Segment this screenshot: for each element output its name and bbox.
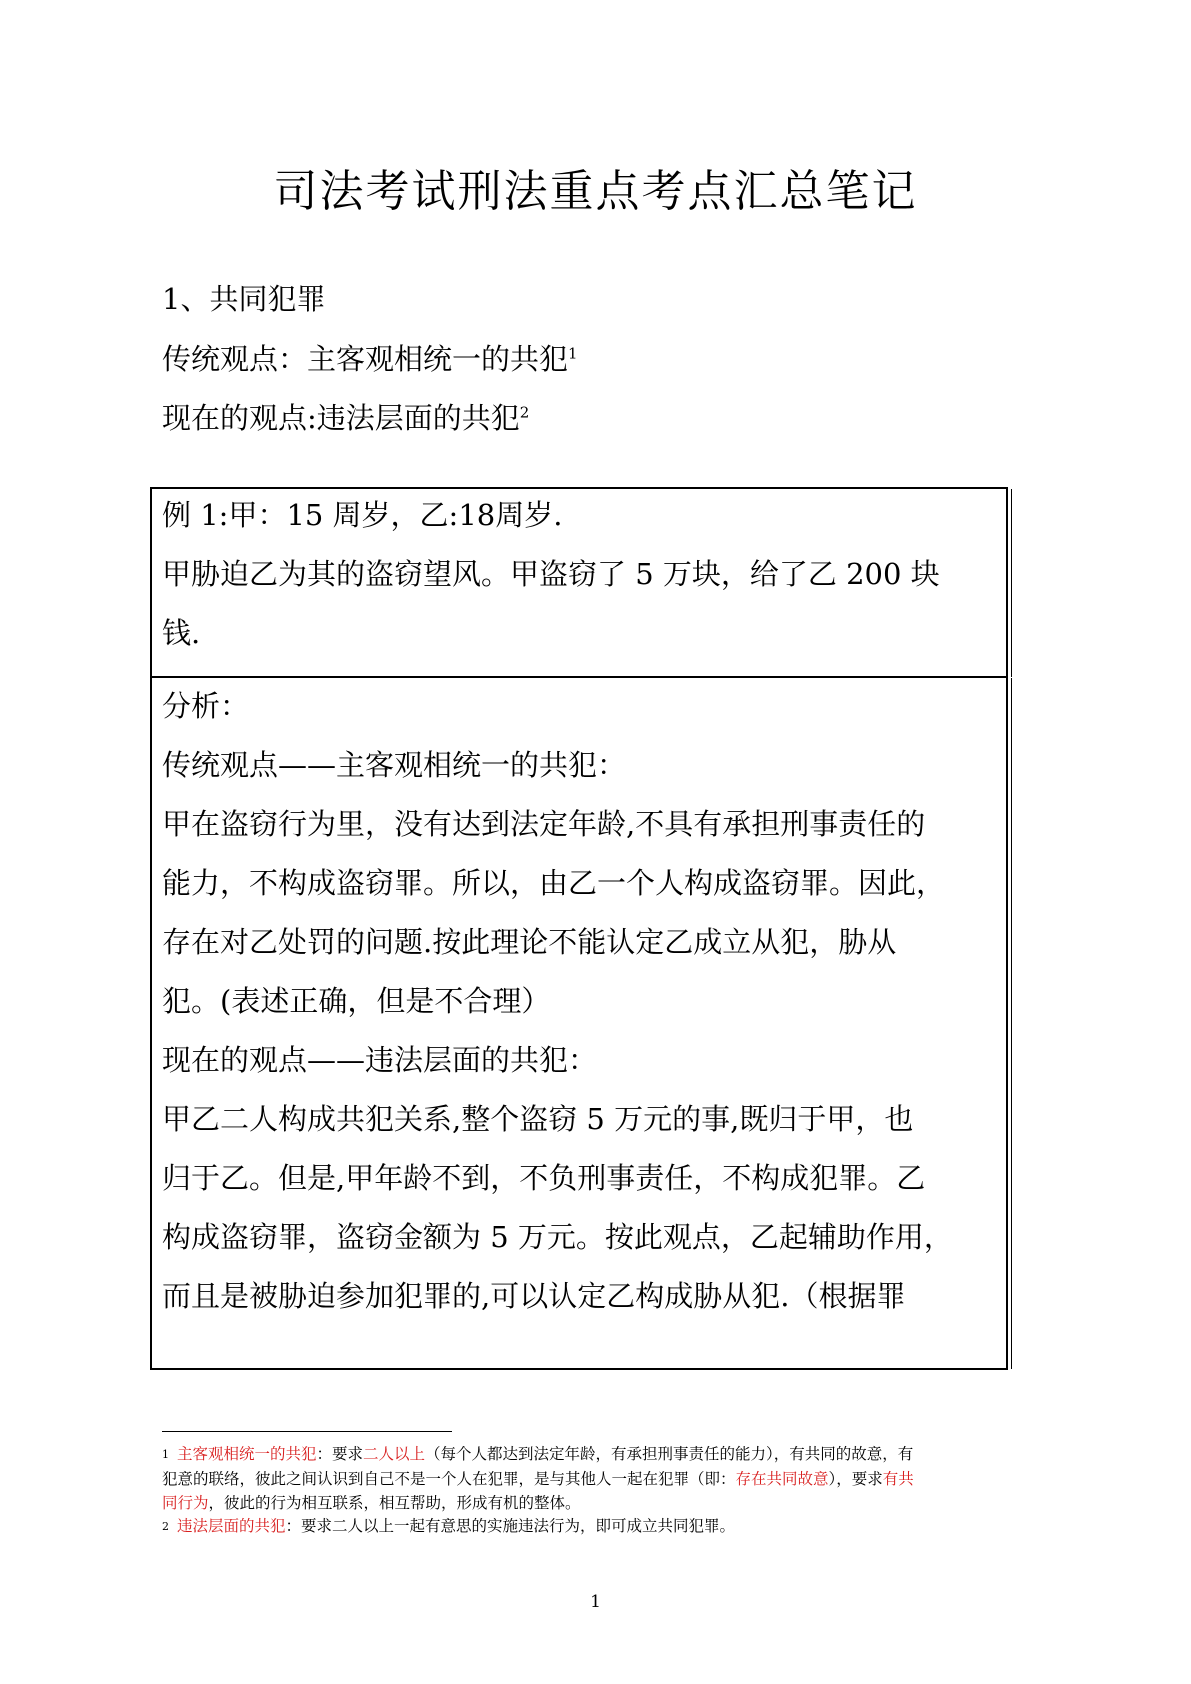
analysis-line: 归于乙。但是,甲年龄不到，不负刑事责任，不构成犯罪。乙 <box>162 1161 926 1195</box>
footnote-text: （每个人都达到法定年龄，有承担刑事责任的能力），有共同的故意，有 <box>425 1445 914 1463</box>
example-line: 钱. <box>162 616 201 650</box>
analysis-line: 现在的观点——违法层面的共犯： <box>162 1043 598 1077</box>
footnote-term: 主客观相统一的共犯 <box>177 1445 317 1463</box>
footnote-ref-2[interactable]: 2 <box>519 403 530 422</box>
footnote-separator <box>162 1431 452 1432</box>
traditional-view-line <box>162 337 578 378</box>
footnote-term: 违法层面的共犯 <box>177 1517 286 1535</box>
footnote-highlight: 有共 <box>882 1470 914 1488</box>
example-box <box>150 487 1008 678</box>
analysis-line: 传统观点——主客观相统一的共犯： <box>162 748 627 782</box>
footnote-ref-1[interactable]: 1 <box>568 344 578 363</box>
footnote-highlight: 存在共同故意 <box>735 1470 829 1488</box>
analysis-box <box>150 676 1008 1370</box>
footnote-text: ，彼此的行为相互联系，相互帮助，形成有机的整体。 <box>208 1494 581 1512</box>
analysis-line: 而且是被胁迫参加犯罪的,可以认定乙构成胁从犯.（根据罪 <box>162 1279 906 1313</box>
footnote-2 <box>162 1514 1042 1539</box>
footnote-number: 2 <box>162 1520 169 1533</box>
example-line: 甲胁迫乙为其的盗窃望风。甲盗窃了 5 万块，给了乙 200 块 <box>162 557 940 591</box>
analysis-line: 分析： <box>162 689 250 723</box>
analysis-line: 犯。(表述正确，但是不合理） <box>162 984 551 1018</box>
footnote-number: 1 <box>162 1448 169 1461</box>
footnote-text: 犯意的联络，彼此之间认识到自己不是一个人在犯罪，是与其他人一起在犯罪（即： <box>162 1470 736 1488</box>
footnote-text: ：要求二人以上一起有意思的实施违法行为，即可成立共同犯罪。 <box>285 1517 736 1535</box>
analysis-line: 能力，不构成盗窃罪。所以，由乙一个人构成盗窃罪。因此， <box>162 866 946 900</box>
modern-view-text: 现在的观点:违法层面的共犯 <box>162 401 520 435</box>
footnote-text: ），要求 <box>828 1470 883 1488</box>
footnote-highlight: 同行为 <box>162 1494 209 1512</box>
analysis-line: 甲在盗窃行为里，没有达到法定年龄,不具有承担刑事责任的 <box>162 807 926 841</box>
analysis-line: 甲乙二人构成共犯关系,整个盗窃 5 万元的事,既归于甲，也 <box>162 1102 914 1136</box>
page-number: 1 <box>590 1592 601 1612</box>
footnote-highlight: 二人以上 <box>363 1445 426 1463</box>
document-title: 司法考试刑法重点考点汇总笔记 <box>273 166 918 217</box>
analysis-line: 构成盗窃罪，盗窃金额为 5 万元。按此观点，乙起辅助作用， <box>162 1220 953 1254</box>
analysis-line: 存在对乙处罚的问题.按此理论不能认定乙成立从犯，胁从 <box>162 925 897 959</box>
example-line: 例 1:甲：15 周岁，乙:18周岁. <box>162 498 563 532</box>
footnote-text: ：要求 <box>316 1445 364 1463</box>
traditional-view-text: 传统观点：主客观相统一的共犯 <box>162 342 569 376</box>
section-heading: 1、共同犯罪 <box>162 282 326 316</box>
modern-view-line <box>162 396 529 437</box>
footnote-1 <box>162 1442 1042 1515</box>
